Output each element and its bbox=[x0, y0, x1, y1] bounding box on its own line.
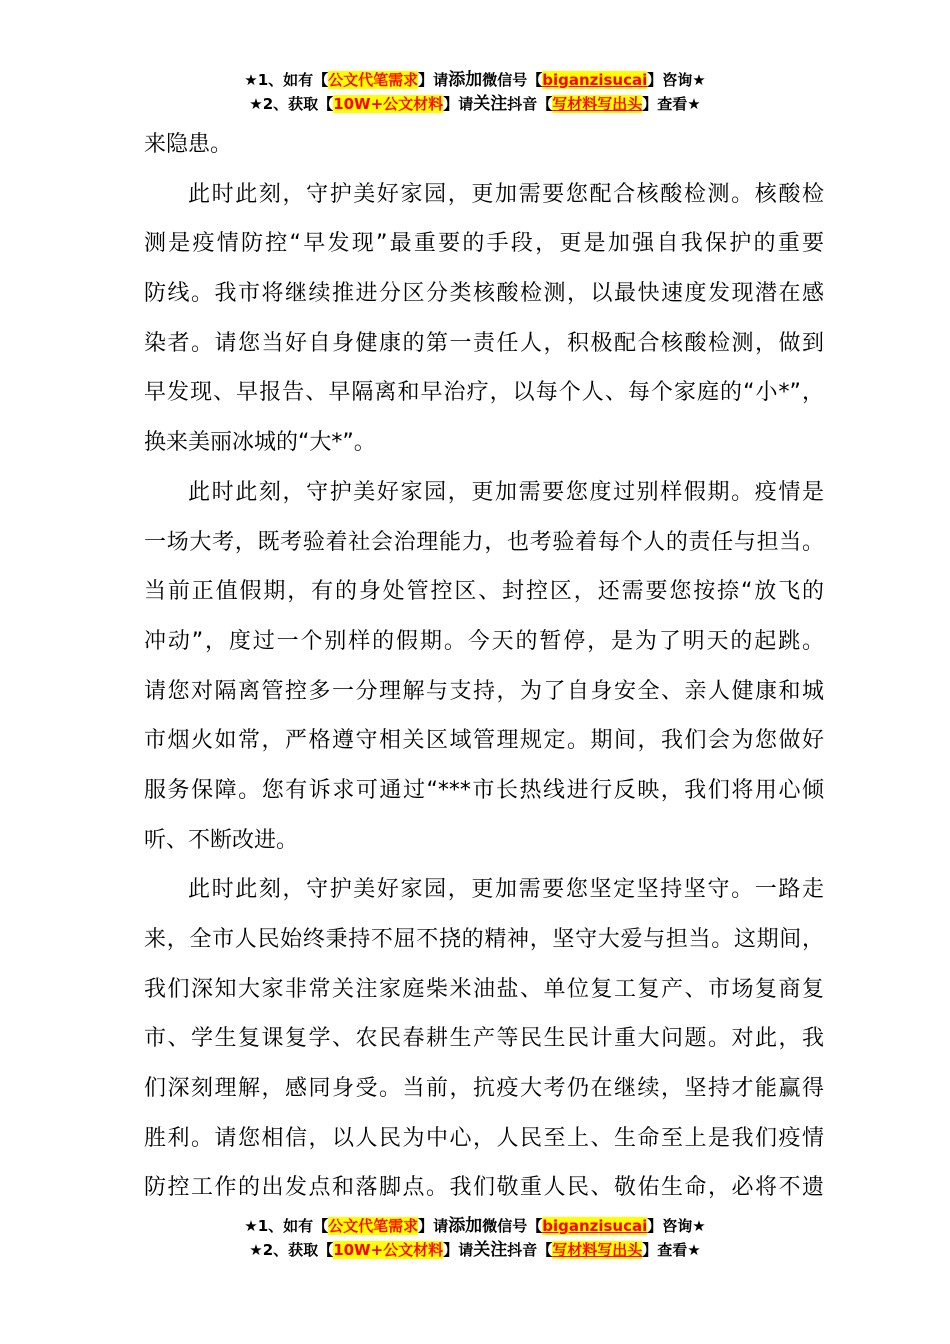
text-line: 听、不断改进。 bbox=[144, 827, 299, 853]
banner-line1-mid1: 】请 bbox=[418, 71, 449, 89]
banner-line1-prefix: ★1、如有【 bbox=[244, 71, 329, 89]
text-line: 请您对隔离管控多一分理解与支持，为了自身安全、亲人健康和城 bbox=[144, 678, 824, 704]
text-line: 此时此刻，守护美好家园，更加需要您度过别样假期。疫情是 bbox=[188, 479, 824, 505]
document-body bbox=[144, 120, 824, 1213]
banner-line2-mid1: 】请 bbox=[443, 95, 474, 113]
text-line: 早发现、早报告、早隔离和早治疗，以每个人、每个家庭的“小*”， bbox=[144, 380, 824, 406]
ghostwriting-highlight: 公文代笔需求 bbox=[328, 71, 419, 89]
banner-line-2 bbox=[0, 92, 950, 116]
ghostwriting-highlight: 公文代笔需求 bbox=[328, 1217, 419, 1235]
text-line: 此时此刻，守护美好家园，更加需要您配合核酸检测。核酸检 bbox=[188, 181, 824, 207]
text-line: 此时此刻，守护美好家园，更加需要您坚定坚持坚守。一路走 bbox=[188, 877, 824, 903]
materials-highlight: 10W+公文材料 bbox=[333, 1241, 444, 1259]
text-line: 一场大考，既考验着社会治理能力，也考验着每个人的责任与担当。 bbox=[144, 529, 824, 555]
text-line: 测是疫情防控“早发现”最重要的手段，更是加强自我保护的重要 bbox=[144, 231, 824, 257]
banner-line2-mid1: 】请 bbox=[443, 1241, 474, 1259]
text-line: 市、学生复课复学、农民春耕生产等民生民计重大问题。对此，我 bbox=[144, 1026, 824, 1052]
text-line: 来，全市人民始终秉持不屈不挠的精神，坚守大爱与担当。这期间， bbox=[144, 927, 824, 952]
wechat-id: biganzisucai bbox=[542, 1217, 648, 1235]
follow-emphasis: 关注 bbox=[473, 94, 508, 114]
text-line: 冲动”，度过一个别样的假期。今天的暂停，是为了明天的起跳。 bbox=[144, 628, 824, 654]
banner-line2-suffix: 】查看★ bbox=[642, 1241, 701, 1259]
banner-line2-prefix: ★2、获取【 bbox=[249, 1241, 334, 1259]
text-line: 市烟火如常，严格遵守相关区域管理规定。期间，我们会为您做好 bbox=[144, 728, 824, 754]
text-line: 我们深知大家非常关注家庭柴米油盐、单位复工复产、市场复商复 bbox=[144, 976, 824, 1002]
banner-line-1 bbox=[0, 1214, 950, 1238]
banner-line1-mid2: 微信号【 bbox=[482, 71, 543, 89]
text-line: 防线。我市将继续推进分区分类核酸检测，以最快速度发现潜在感 bbox=[144, 281, 824, 307]
add-emphasis: 添加 bbox=[448, 70, 483, 90]
text-line: 当前正值假期，有的身处管控区、封控区，还需要您按捺“放飞的 bbox=[144, 579, 824, 605]
text-line: 换来美丽冰城的“大*”。 bbox=[144, 430, 376, 456]
text-line: 们深刻理解，感同身受。当前，抗疫大考仍在继续，坚持才能赢得 bbox=[144, 1076, 824, 1102]
materials-highlight: 10W+公文材料 bbox=[333, 95, 444, 113]
banner-line-2 bbox=[0, 1238, 950, 1262]
header-banner bbox=[0, 68, 950, 116]
text-line: 防控工作的出发点和落脚点。我们敬重人民、敬佑生命，必将不遗 bbox=[144, 1175, 824, 1201]
banner-line1-suffix: 】咨询★ bbox=[647, 1217, 706, 1235]
text-line: 来隐患。 bbox=[144, 132, 233, 157]
banner-line2-prefix: ★2、获取【 bbox=[249, 95, 334, 113]
wechat-id: biganzisucai bbox=[542, 71, 648, 89]
footer-banner bbox=[0, 1214, 950, 1262]
text-line: 服务保障。您有诉求可通过“***市长热线进行反映，我们将用心倾 bbox=[144, 777, 824, 803]
banner-line1-prefix: ★1、如有【 bbox=[244, 1217, 329, 1235]
banner-line1-mid2: 微信号【 bbox=[482, 1217, 543, 1235]
banner-line2-mid2: 抖音【 bbox=[507, 95, 553, 113]
add-emphasis: 添加 bbox=[448, 1216, 483, 1236]
banner-line2-suffix: 】查看★ bbox=[642, 95, 701, 113]
douyin-account: 写材料写出头 bbox=[552, 95, 643, 113]
text-line: 胜利。请您相信，以人民为中心，人民至上、生命至上是我们疫情 bbox=[144, 1125, 824, 1151]
banner-line-1 bbox=[0, 68, 950, 92]
banner-line1-suffix: 】咨询★ bbox=[647, 71, 706, 89]
banner-line1-mid1: 】请 bbox=[418, 1217, 449, 1235]
text-line: 染者。请您当好自身健康的第一责任人，积极配合核酸检测，做到 bbox=[144, 330, 824, 356]
douyin-account: 写材料写出头 bbox=[552, 1241, 643, 1259]
follow-emphasis: 关注 bbox=[473, 1240, 508, 1260]
banner-line2-mid2: 抖音【 bbox=[507, 1241, 553, 1259]
